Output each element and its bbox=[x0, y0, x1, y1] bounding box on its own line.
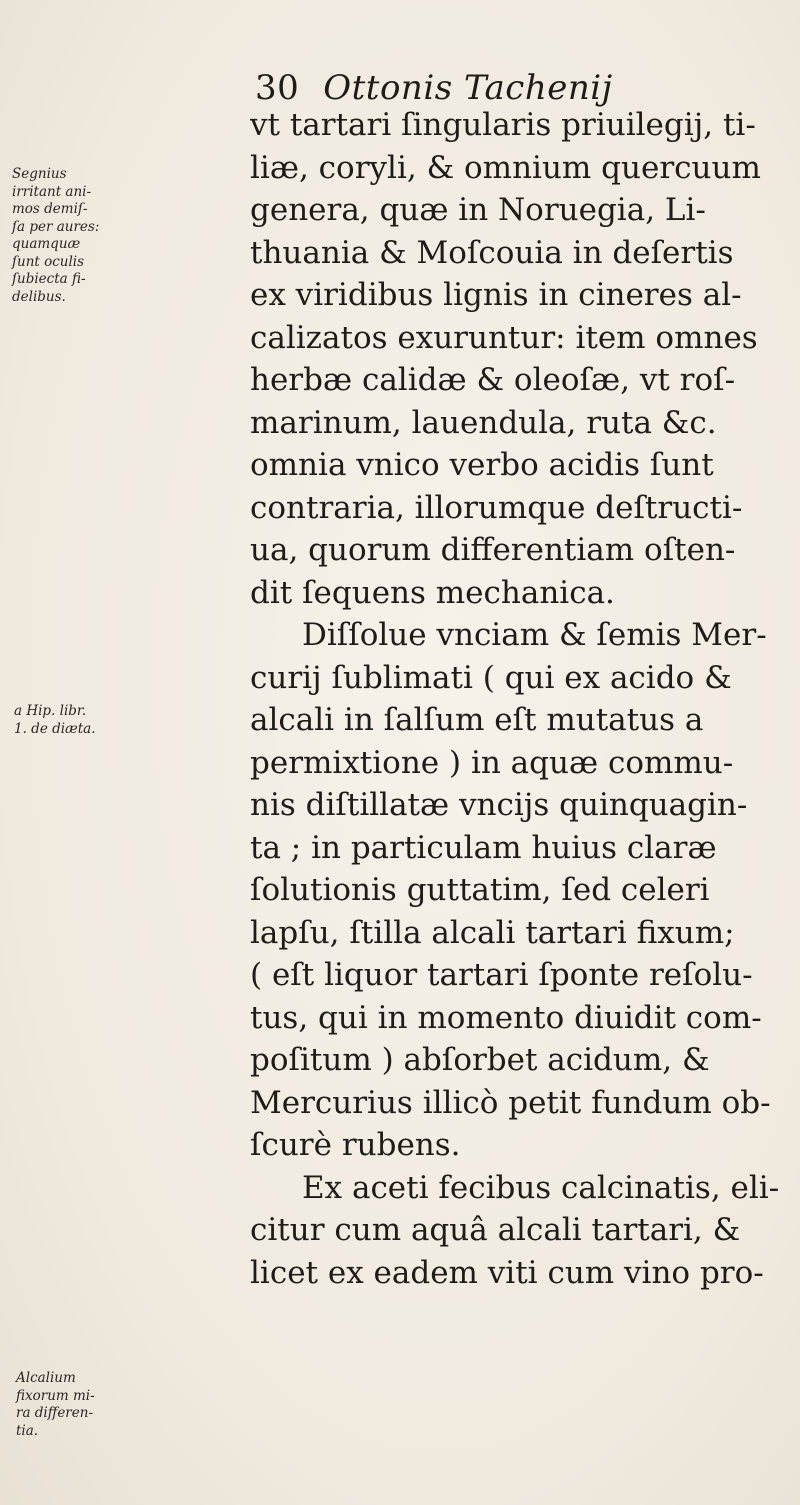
text-line: lapſu, ſtilla alcali tartari fixum; bbox=[250, 914, 735, 951]
text-line: marinum, lauendula, ruta &c. bbox=[250, 404, 717, 441]
marginal-line: quamquæ bbox=[12, 236, 81, 252]
text-line: vt tartari ſingularis priuilegij, ti- bbox=[250, 107, 756, 143]
marginal-line: delibus. bbox=[12, 288, 66, 305]
text-line: nis diſtillatæ vncijs quinquagin- bbox=[250, 787, 748, 823]
marginal-note-hippocrates bbox=[14, 703, 244, 738]
text-line: Mercurius illicò petit fundum ob- bbox=[250, 1084, 771, 1121]
text-line: ſolutionis guttatim, ſed celeri bbox=[250, 872, 710, 908]
text-line: ua, quorum differentiam oſten- bbox=[250, 532, 736, 568]
text-line: thuania & Moſcouia in deſertis bbox=[250, 234, 734, 271]
marginal-line: ſunt oculis bbox=[12, 253, 85, 270]
text-line: poſitum ) abſorbet acidum, & bbox=[250, 1042, 710, 1078]
marginal-line: Segnius bbox=[12, 166, 67, 182]
text-line: contraria, illorumque deſtructi- bbox=[250, 489, 743, 526]
text-line: calizatos exuruntur: item omnes bbox=[250, 319, 758, 356]
text-line: alcali in ſalſum eſt mutatus a bbox=[250, 702, 704, 738]
text-line: omnia vnico verbo acidis ſunt bbox=[250, 447, 714, 483]
page-number: 30 bbox=[255, 68, 300, 108]
text-line: permixtione ) in aquæ commu- bbox=[250, 744, 734, 781]
marginal-line: fixorum mi- bbox=[16, 1387, 95, 1404]
marginal-line: 1. de diæta. bbox=[14, 720, 96, 737]
text-line: Diſſolue vnciam & ſemis Mer- bbox=[302, 617, 767, 653]
text-line: tus, qui in momento diuidit com- bbox=[250, 999, 762, 1036]
marginal-line: tia. bbox=[16, 1422, 39, 1439]
marginal-note-segnius bbox=[12, 166, 242, 306]
marginal-line: ſubiecta fi- bbox=[12, 271, 86, 287]
text-line: herbæ calidæ & oleoſæ, vt roſ- bbox=[250, 362, 736, 398]
text-line: dit ſequens mechanica. bbox=[250, 574, 615, 611]
text-line: ex viridibus lignis in cineres al- bbox=[250, 277, 742, 313]
marginal-line: ra differen- bbox=[16, 1405, 94, 1421]
text-line: ta ; in particulam huius claræ bbox=[250, 829, 717, 866]
main-text-block bbox=[250, 104, 795, 1294]
marginal-line: Alcalium bbox=[16, 1370, 76, 1386]
running-head bbox=[255, 68, 613, 108]
marginal-note-alcalium bbox=[16, 1370, 246, 1440]
marginal-line: a Hip. libr. bbox=[14, 703, 87, 719]
marginal-line: mos demiſ- bbox=[12, 201, 88, 217]
text-line: ſcurè rubens. bbox=[250, 1127, 461, 1163]
text-line: ( eſt liquor tartari ſponte reſolu- bbox=[250, 957, 753, 993]
text-line: licet ex eadem viti cum vino pro- bbox=[250, 1254, 764, 1291]
text-line: Ex aceti fecibus calcinatis, eli- bbox=[302, 1169, 780, 1206]
text-line: citur cum aquâ alcali tartari, & bbox=[250, 1212, 741, 1248]
marginal-line: irritant ani- bbox=[12, 183, 92, 200]
marginal-line: ſa per aures: bbox=[12, 218, 100, 235]
text-line: genera, quæ in Noruegia, Li- bbox=[250, 192, 706, 228]
running-title: Ottonis Tachenij bbox=[323, 68, 613, 108]
text-line: curij ſublimati ( qui ex acido & bbox=[250, 659, 732, 696]
text-line: liæ, coryli, & omnium quercuum bbox=[250, 149, 761, 186]
